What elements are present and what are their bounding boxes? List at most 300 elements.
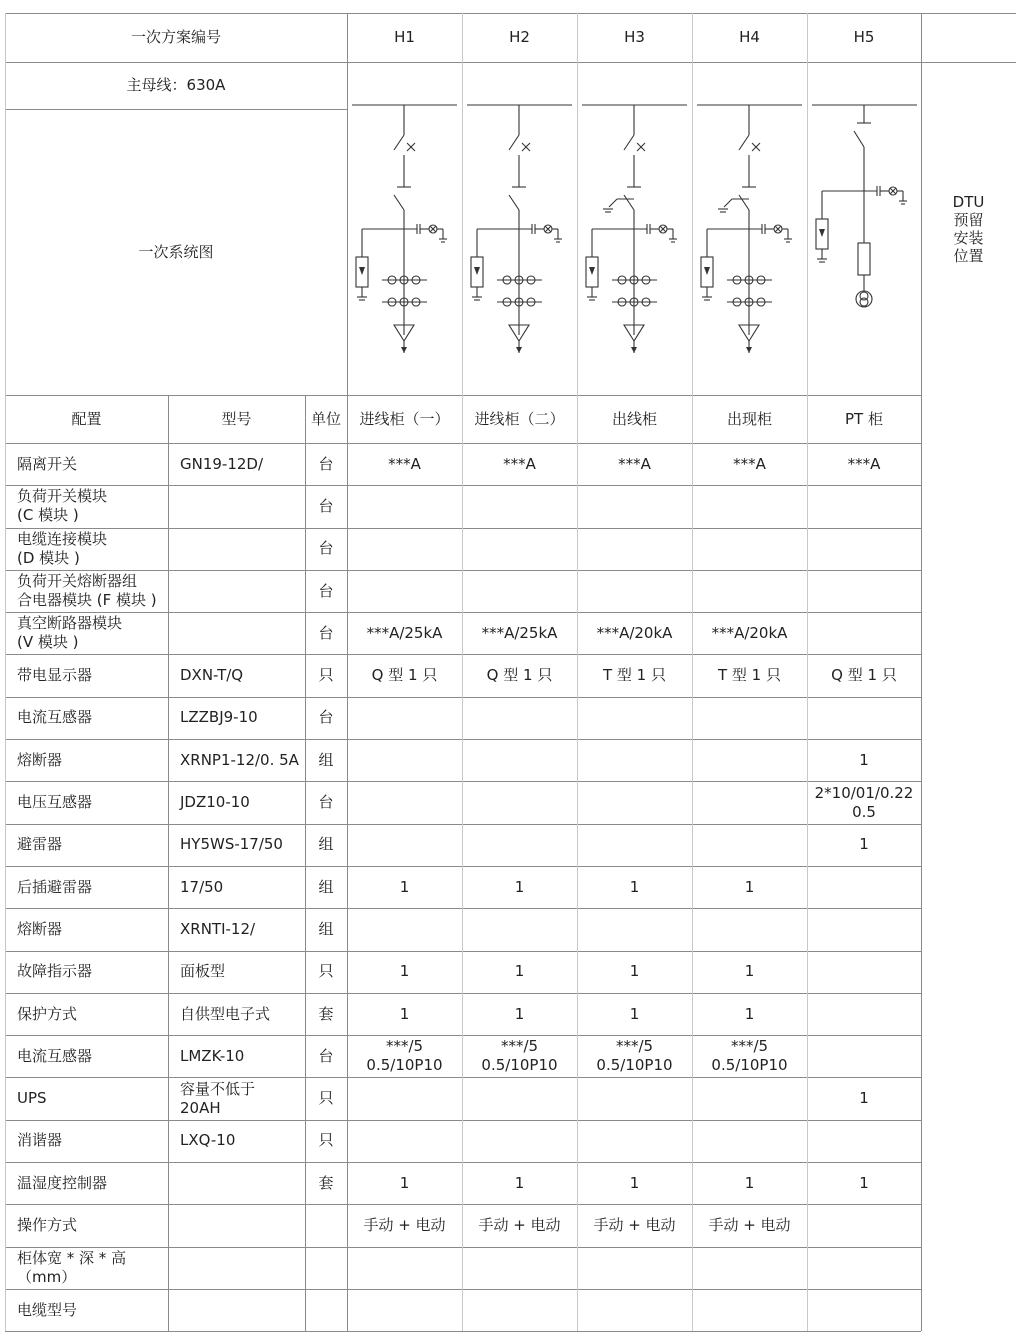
row-value	[692, 612, 807, 654]
row-value	[462, 781, 577, 823]
row-model	[168, 1204, 305, 1246]
row-value	[577, 1204, 692, 1246]
row-model-text: 自供型电子式	[180, 1004, 271, 1023]
row-config-name	[5, 1247, 168, 1289]
row-value	[347, 485, 462, 527]
row-config-name-text: 真空断路器模块 (V 模块 )	[17, 614, 123, 652]
scheme-column-h1	[347, 13, 462, 62]
row-unit-text: 只	[318, 1089, 334, 1108]
row-unit	[305, 485, 347, 527]
row-value	[462, 655, 577, 697]
system-diagram-label-text: 一次系统图	[138, 242, 214, 261]
cable-arrow	[516, 347, 522, 353]
row-config-name	[5, 1078, 168, 1120]
row-value-text: Q 型 1 只	[371, 666, 438, 685]
row-config-name	[5, 1162, 168, 1204]
row-value	[347, 866, 462, 908]
row-model-text: HY5WS-17/50	[180, 835, 283, 854]
cabinet-header-5-text: PT 柜	[845, 409, 883, 428]
scheme-column-h5	[807, 13, 921, 62]
breaker-blade	[509, 195, 519, 210]
row-value	[577, 824, 692, 866]
row-model	[168, 1289, 305, 1331]
grid-line	[168, 395, 169, 1331]
row-unit-text: 只	[318, 666, 334, 685]
row-value-text: T 型 1 只	[717, 666, 781, 685]
row-model-text: DXN-T/Q	[180, 666, 244, 685]
row-unit-text: 台	[318, 539, 334, 558]
row-value	[807, 1289, 921, 1331]
row-value	[807, 1035, 921, 1077]
row-config-name-text: 消谐器	[17, 1131, 63, 1150]
row-config-name	[5, 655, 168, 697]
row-unit-text: 套	[318, 1173, 334, 1192]
row-value	[807, 570, 921, 612]
row-value	[692, 951, 807, 993]
row-value	[347, 1162, 462, 1204]
row-value	[692, 655, 807, 697]
busbar-label	[5, 62, 347, 109]
row-value	[462, 1204, 577, 1246]
switch-blade	[854, 131, 864, 147]
row-value	[692, 1204, 807, 1246]
row-value-text: 手动 + 电动	[478, 1216, 561, 1235]
row-value-text: 1	[514, 962, 525, 981]
arrester-arrow	[819, 229, 825, 237]
row-config-name-text: 柜体宽 * 深 * 高（mm）	[17, 1248, 127, 1286]
row-model	[168, 739, 305, 781]
row-config-name-text: 电缆连接模块 (D 模块 )	[17, 529, 108, 567]
row-unit-text: 组	[318, 877, 334, 896]
row-value	[577, 485, 692, 527]
row-config-name	[5, 951, 168, 993]
row-config-name	[5, 739, 168, 781]
row-value	[807, 697, 921, 739]
row-config-name-text: 电缆型号	[17, 1300, 78, 1319]
row-config-name-text: 后插避雷器	[17, 877, 93, 896]
row-value	[577, 1289, 692, 1331]
row-value-text: 2*10/01/0.22 0.5	[814, 783, 914, 821]
scheme-number-label-text: 一次方案编号	[130, 28, 221, 46]
row-value-text: 1	[744, 962, 755, 981]
row-model	[168, 1078, 305, 1120]
row-value-text: ***A	[503, 454, 536, 473]
row-config-name	[5, 866, 168, 908]
row-config-name	[5, 612, 168, 654]
row-config-name-text: 熔断器	[17, 750, 63, 769]
grid-line	[5, 13, 6, 1331]
row-value	[462, 866, 577, 908]
row-value	[577, 1120, 692, 1162]
row-value	[807, 951, 921, 993]
row-value-text: ***A/25kA	[481, 623, 558, 642]
row-unit	[305, 1289, 347, 1331]
row-unit	[305, 1162, 347, 1204]
cabinet-header-5	[807, 395, 921, 443]
row-value-text: ***/5 0.5/10P10	[711, 1037, 788, 1075]
row-value	[577, 570, 692, 612]
voltage-transformer-icon	[856, 291, 872, 307]
row-value	[347, 781, 462, 823]
row-value-text: 1	[514, 877, 525, 896]
row-value-text: 手动 + 电动	[593, 1216, 676, 1235]
row-value	[807, 485, 921, 527]
row-value	[462, 1078, 577, 1120]
grid-line	[577, 395, 578, 1331]
row-unit	[305, 1078, 347, 1120]
scheme-column-h3-text: H3	[624, 28, 645, 46]
row-value-text: 1	[514, 1004, 525, 1023]
row-value	[577, 908, 692, 950]
scheme-column-h5-text: H5	[853, 28, 875, 46]
row-value-text: ***/5 0.5/10P10	[596, 1037, 673, 1075]
row-value	[807, 908, 921, 950]
row-value-text: 1	[629, 1004, 640, 1023]
row-value-text: T 型 1 只	[602, 666, 666, 685]
row-model-text: 17/50	[180, 877, 224, 896]
row-value-text: ***A/20kA	[711, 623, 788, 642]
row-config-name-text: 避雷器	[17, 835, 63, 854]
switch-blade	[509, 135, 519, 150]
row-unit-text: 套	[318, 1004, 334, 1023]
row-value-text: 1	[744, 1004, 755, 1023]
earth-blade	[724, 199, 732, 207]
row-config-name-text: UPS	[17, 1089, 47, 1108]
arrester-arrow	[589, 267, 595, 275]
row-unit-text: 台	[318, 581, 334, 600]
row-value	[577, 443, 692, 485]
grid-line	[305, 395, 306, 1331]
row-config-name	[5, 824, 168, 866]
row-value	[347, 739, 462, 781]
row-value-text: Q 型 1 只	[831, 666, 897, 685]
row-value	[347, 697, 462, 739]
config-column-header-text: 配置	[71, 409, 102, 428]
row-model	[168, 612, 305, 654]
switch-blade	[624, 135, 634, 150]
row-config-name-text: 电压互感器	[17, 793, 93, 812]
row-value	[462, 824, 577, 866]
grid-line	[5, 13, 1016, 14]
unit-column-header-text: 单位	[310, 409, 341, 428]
row-config-name	[5, 908, 168, 950]
cable-arrow	[631, 347, 637, 353]
row-unit-text: 台	[318, 1046, 334, 1065]
row-value-text: ***A	[733, 454, 766, 473]
grid-line	[5, 1331, 921, 1332]
row-config-name-text: 熔断器	[17, 919, 63, 938]
row-model	[168, 824, 305, 866]
row-value	[347, 570, 462, 612]
row-value	[692, 443, 807, 485]
row-value	[462, 1120, 577, 1162]
grid-line	[347, 395, 348, 1331]
row-config-name	[5, 697, 168, 739]
breaker-blade	[624, 195, 634, 210]
row-value	[347, 908, 462, 950]
row-unit	[305, 612, 347, 654]
row-value-text: 1	[859, 1089, 869, 1108]
row-value	[807, 781, 921, 823]
grid-line	[692, 395, 693, 1331]
row-unit	[305, 1120, 347, 1162]
row-value-text: 1	[629, 877, 640, 896]
row-model-text: 容量不低于 20AH	[180, 1079, 256, 1117]
row-value-text: 1	[514, 1173, 525, 1192]
row-unit	[305, 570, 347, 612]
row-value	[462, 697, 577, 739]
row-value	[692, 824, 807, 866]
row-config-name-text: 负荷开关模块 (C 模块 )	[17, 487, 108, 525]
row-value	[692, 993, 807, 1035]
row-value	[347, 824, 462, 866]
row-config-name	[5, 1204, 168, 1246]
cabinet-header-3-text: 出线柜	[611, 409, 657, 428]
row-value-text: 1	[399, 1004, 410, 1023]
row-unit	[305, 528, 347, 570]
row-value	[462, 951, 577, 993]
row-value	[577, 781, 692, 823]
row-unit	[305, 908, 347, 950]
row-value	[462, 908, 577, 950]
row-value	[577, 739, 692, 781]
row-value	[347, 951, 462, 993]
row-value	[807, 443, 921, 485]
row-unit-text: 台	[318, 496, 334, 515]
row-unit	[305, 697, 347, 739]
row-value	[692, 1247, 807, 1289]
row-value	[462, 443, 577, 485]
row-unit-text: 只	[318, 1131, 334, 1150]
switch-blade	[739, 135, 749, 150]
row-value	[577, 951, 692, 993]
row-value	[462, 1289, 577, 1331]
grid-line	[807, 395, 808, 1331]
row-config-name-text: 负荷开关熔断器组 合电器模块 (F 模块 )	[17, 572, 157, 610]
row-value	[462, 1035, 577, 1077]
row-value-text: 手动 + 电动	[708, 1216, 791, 1235]
row-config-name	[5, 781, 168, 823]
row-unit-text: 组	[318, 835, 334, 854]
row-value-text: 1	[859, 750, 869, 769]
row-value	[462, 739, 577, 781]
row-model-text: XRNTI-12/	[180, 919, 256, 938]
row-value-text: 1	[399, 962, 410, 981]
row-value	[807, 612, 921, 654]
row-value	[462, 993, 577, 1035]
grid-line	[5, 109, 347, 110]
row-unit-text: 台	[318, 708, 334, 727]
row-value	[692, 1120, 807, 1162]
system-diagram-label	[5, 109, 347, 395]
row-value	[347, 655, 462, 697]
dtu-note-text: DTU 预留 安装 位置	[952, 192, 985, 265]
row-model-text: JDZ10-10	[180, 793, 250, 812]
row-config-name-text: 电流互感器	[17, 708, 93, 727]
row-model-text: LMZK-10	[180, 1046, 245, 1065]
row-value	[577, 866, 692, 908]
cabinet-header-4-text: 出现柜	[726, 409, 772, 428]
row-model	[168, 993, 305, 1035]
row-value	[692, 570, 807, 612]
row-value	[692, 697, 807, 739]
row-config-name	[5, 485, 168, 527]
row-value	[347, 1247, 462, 1289]
row-unit	[305, 866, 347, 908]
row-value	[462, 1162, 577, 1204]
fuse-icon	[858, 243, 870, 275]
row-unit-text: 台	[318, 623, 334, 642]
cabinet-header-2	[462, 395, 577, 443]
row-value	[577, 1035, 692, 1077]
row-model	[168, 655, 305, 697]
row-value	[692, 485, 807, 527]
row-config-name	[5, 993, 168, 1035]
scheme-column-h1-text: H1	[394, 28, 415, 46]
scheme-number-label	[5, 13, 347, 62]
arrester-arrow	[359, 267, 365, 275]
row-unit-text: 组	[318, 919, 334, 938]
model-column-header	[168, 395, 305, 443]
dtu-note	[921, 62, 1016, 395]
row-value-text: ***A	[847, 454, 881, 473]
row-value	[347, 1120, 462, 1162]
switch-blade	[394, 135, 404, 150]
row-value	[807, 739, 921, 781]
scheme-column-h2	[462, 13, 577, 62]
row-value	[807, 1078, 921, 1120]
row-model-text: LZZBJ9-10	[180, 708, 258, 727]
grid-line	[921, 395, 922, 1331]
row-model	[168, 697, 305, 739]
row-value	[807, 528, 921, 570]
row-model	[168, 570, 305, 612]
cabinet-header-3	[577, 395, 692, 443]
row-config-name-text: 电流互感器	[17, 1046, 93, 1065]
row-config-name	[5, 1289, 168, 1331]
row-value	[807, 1162, 921, 1204]
row-model	[168, 908, 305, 950]
row-config-name-text: 操作方式	[17, 1216, 78, 1235]
row-value	[577, 1162, 692, 1204]
row-value	[577, 993, 692, 1035]
row-value	[577, 1247, 692, 1289]
row-model	[168, 528, 305, 570]
row-unit	[305, 1204, 347, 1246]
busbar-label-text: 主母线：630A	[126, 76, 226, 94]
row-unit	[305, 824, 347, 866]
cable-arrow	[746, 347, 752, 353]
row-model	[168, 1035, 305, 1077]
row-value-text: 1	[744, 877, 755, 896]
row-model-text: XRNP1-12/0. 5A	[180, 750, 299, 769]
row-unit	[305, 1247, 347, 1289]
row-value	[692, 1078, 807, 1120]
row-value	[692, 866, 807, 908]
row-value	[347, 1289, 462, 1331]
row-unit	[305, 1035, 347, 1077]
config-column-header	[5, 395, 168, 443]
row-config-name-text: 带电显示器	[17, 666, 93, 685]
row-value	[807, 993, 921, 1035]
row-unit	[305, 655, 347, 697]
row-config-name	[5, 443, 168, 485]
row-value	[462, 485, 577, 527]
breaker-blade	[394, 195, 404, 210]
h3-single-line-diagram	[577, 95, 692, 385]
row-model	[168, 1120, 305, 1162]
row-value-text: 手动 + 电动	[363, 1216, 446, 1235]
row-value	[577, 655, 692, 697]
row-value-text: ***A	[618, 454, 651, 473]
cable-arrow	[401, 347, 407, 353]
row-value-text: 1	[744, 1173, 755, 1192]
row-model-text: LXQ-10	[180, 1131, 236, 1150]
row-value-text: 1	[399, 877, 410, 896]
row-value	[577, 697, 692, 739]
row-value-text: Q 型 1 只	[486, 666, 553, 685]
row-config-name-text: 保护方式	[17, 1004, 78, 1023]
row-model	[168, 781, 305, 823]
row-config-name	[5, 1035, 168, 1077]
cabinet-header-4	[692, 395, 807, 443]
vt-winding	[860, 298, 868, 306]
row-value	[347, 1035, 462, 1077]
row-unit	[305, 781, 347, 823]
h5-single-line-diagram	[807, 95, 922, 385]
row-value	[807, 1247, 921, 1289]
row-model-text: GN19-12D/	[180, 454, 264, 473]
row-unit	[305, 739, 347, 781]
row-value	[692, 528, 807, 570]
row-unit-text: 台	[318, 793, 334, 812]
row-model	[168, 485, 305, 527]
row-value	[347, 1078, 462, 1120]
row-unit-text: 组	[318, 750, 334, 769]
row-value-text: 1	[859, 1173, 869, 1192]
row-value	[347, 612, 462, 654]
row-model	[168, 443, 305, 485]
row-value-text: ***A/25kA	[366, 623, 443, 642]
row-value-text: ***A/20kA	[596, 623, 673, 642]
row-value-text: 1	[399, 1173, 410, 1192]
row-unit-text: 台	[318, 454, 334, 473]
row-value	[462, 1247, 577, 1289]
grid-line	[5, 62, 1016, 63]
cabinet-header-2-text: 进线柜（二）	[474, 409, 565, 428]
row-model-text: 面板型	[180, 962, 226, 981]
row-model	[168, 951, 305, 993]
row-value	[462, 570, 577, 612]
earth-blade	[609, 199, 617, 207]
arrester-arrow	[704, 267, 710, 275]
row-value	[462, 528, 577, 570]
row-unit	[305, 993, 347, 1035]
row-unit	[305, 443, 347, 485]
row-value	[692, 1162, 807, 1204]
row-value	[692, 1289, 807, 1331]
row-value	[692, 1035, 807, 1077]
row-value	[347, 443, 462, 485]
row-value	[692, 781, 807, 823]
grid-line	[462, 395, 463, 1331]
scheme-column-h3	[577, 13, 692, 62]
row-value	[807, 824, 921, 866]
h4-single-line-diagram	[692, 95, 807, 385]
arrester-arrow	[474, 267, 480, 275]
row-value	[577, 1078, 692, 1120]
breaker-blade	[739, 195, 749, 210]
